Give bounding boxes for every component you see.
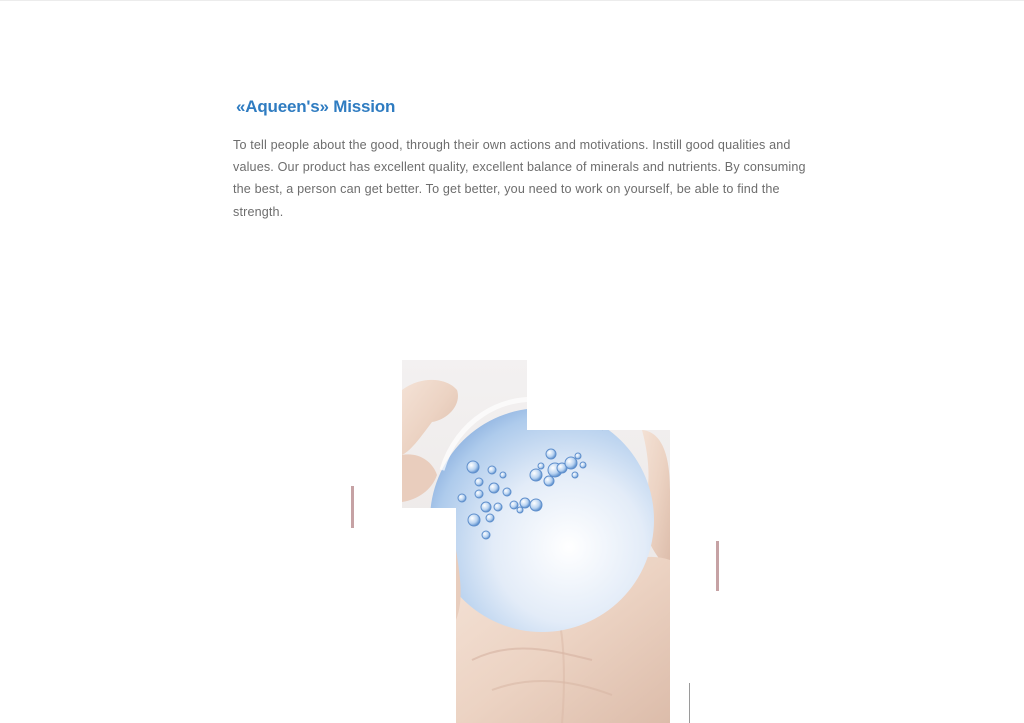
decorative-line-bottom xyxy=(689,683,690,723)
decorative-line-right xyxy=(716,541,719,591)
mission-description: To tell people about the good, through their own actions and motivations. Instill good qualities and values. Our product has excellent quality, excellent balance of minerals and nutrients. By consuming the best, a person can get better. To get better, you need to work on yourself, be able to find the strength. xyxy=(233,138,806,219)
decorative-line-left xyxy=(351,486,354,528)
mission-title: «Aqueen's» Mission xyxy=(236,97,396,116)
hands-water-sphere-photo xyxy=(402,360,670,723)
